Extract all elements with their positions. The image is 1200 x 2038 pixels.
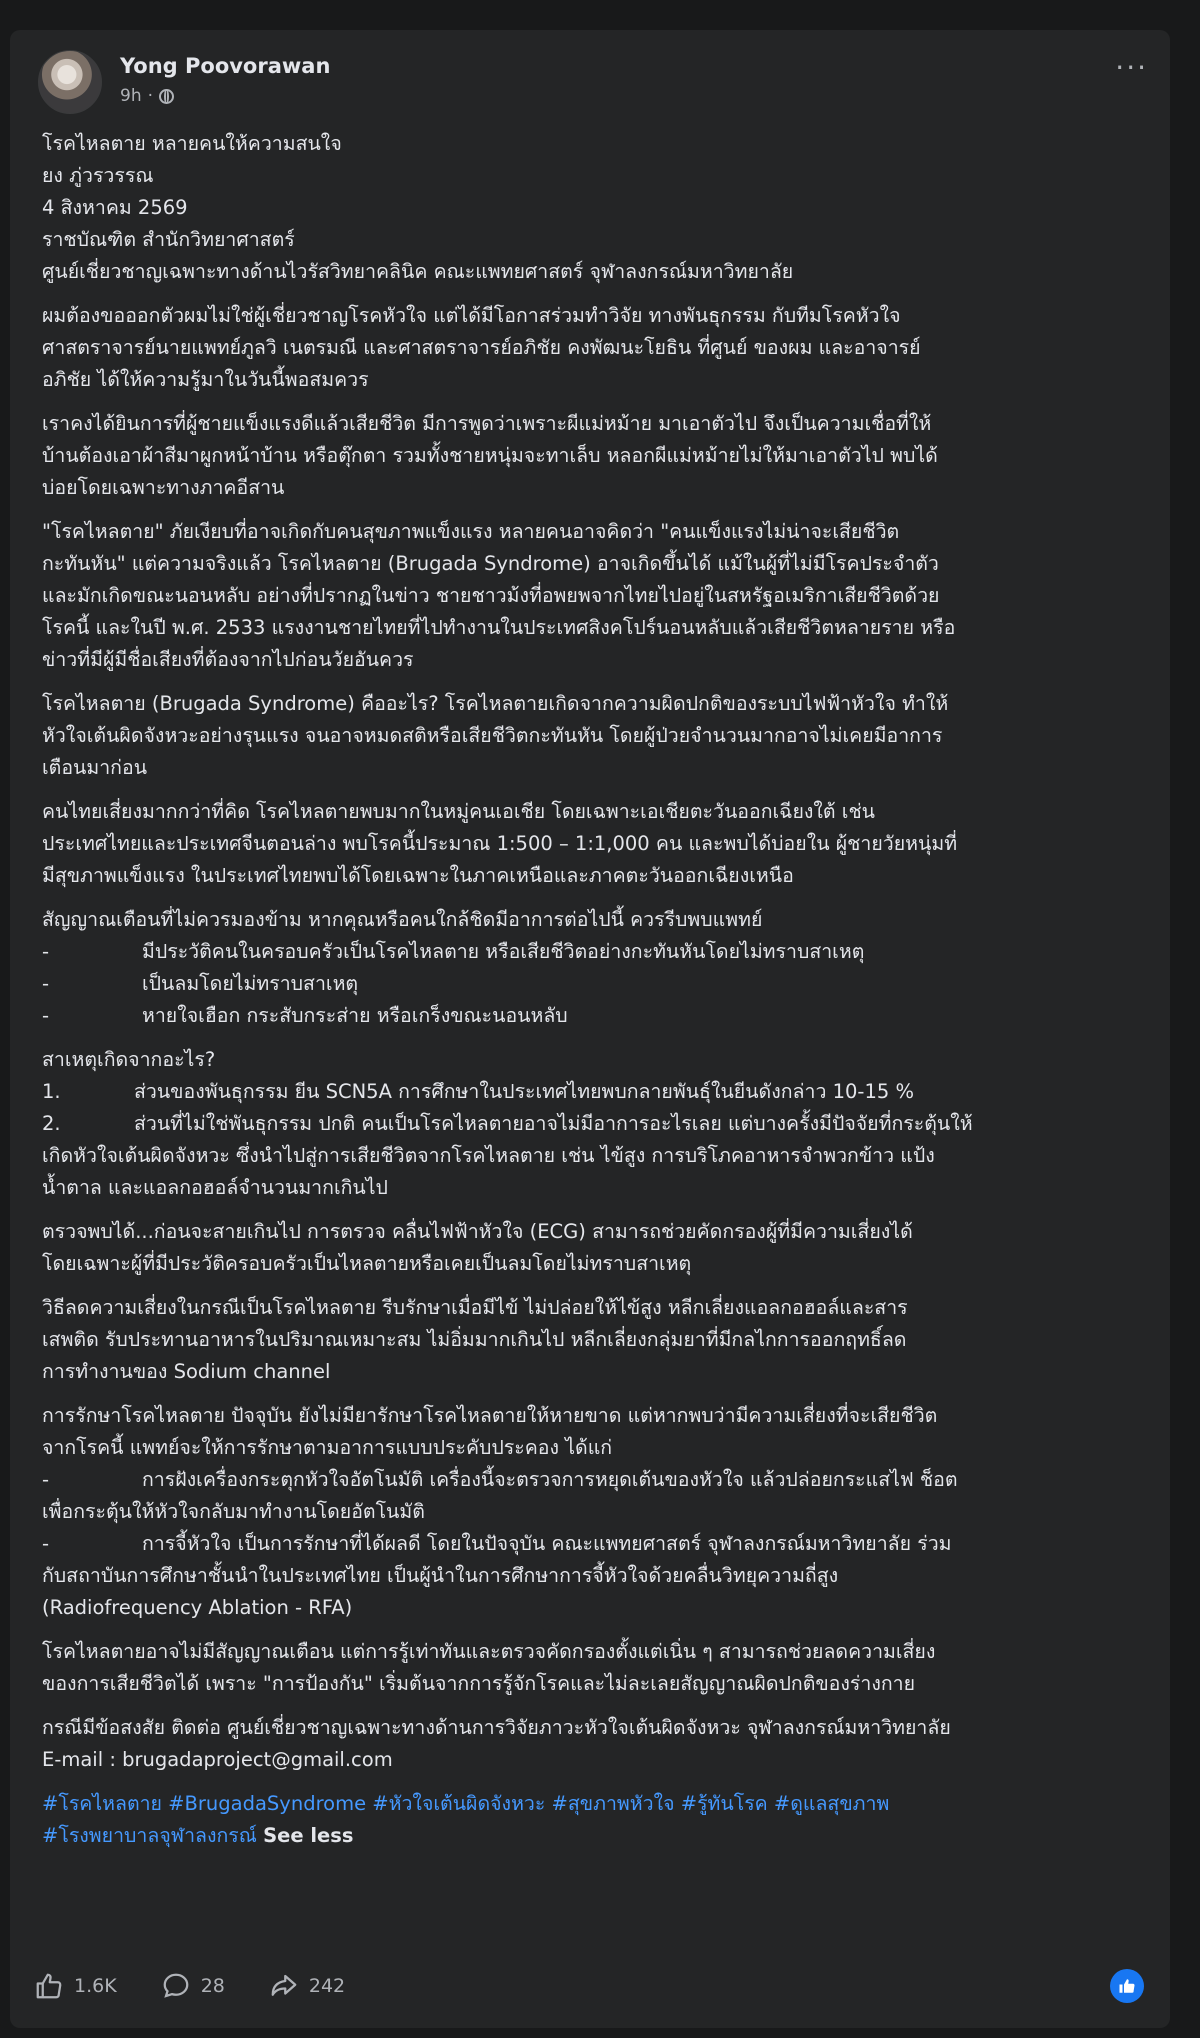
warning-signs-block xyxy=(42,904,1152,1032)
text-line: การทำงานของ Sodium channel xyxy=(42,1360,331,1383)
comment-button[interactable] xyxy=(161,1971,225,2001)
paragraph xyxy=(42,1636,1152,1700)
text-line: บ้านต้องเอาผ้าสีมาผูกหน้าบ้าน หรือตุ๊กตา รวมทั้งชายหนุ่มจะทาเล็บ หลอกผีแม่หม้ายไม่ให้มาเอาตัวไป พบได้ xyxy=(42,444,938,467)
avatar[interactable] xyxy=(38,50,102,114)
hashtags-block xyxy=(42,1788,1152,1852)
paragraph xyxy=(42,516,1152,676)
text-line: กะทันหัน" แต่ความจริงแล้ว โรคไหลตาย (Brugada Syndrome) อาจเกิดขึ้นได้ แม้ในผู้ที่ไม่มีโรคประจำตัว xyxy=(42,552,939,575)
text-line: ประเทศไทยและประเทศจีนตอนล่าง พบโรคนี้ประมาณ 1:500 – 1:1,000 คน และพบได้บ่อยใน ผู้ชายวัยหนุ่มที่ xyxy=(42,832,958,855)
text-line: อภิชัย ได้ให้ความรู้มาในวันนี้พอสมควร xyxy=(42,368,369,391)
email-line: E-mail : brugadaproject@gmail.com xyxy=(42,1748,393,1771)
text-line: ของการเสียชีวิตได้ เพราะ "การป้องกัน" เริ่มต้นจากการรู้จักโรคและไม่ละเลยสัญญาณผิดปกติของร่างกาย xyxy=(42,1672,916,1695)
text-line: เตือนมาก่อน xyxy=(42,756,148,779)
text-line: ตรวจพบได้...ก่อนจะสายเกินไป การตรวจ คลื่นไฟฟ้าหัวใจ (ECG) สามารถช่วยคัดกรองผู้ที่มีความเสี่ยงได้ xyxy=(42,1220,913,1243)
author-name[interactable]: Yong Poovorawan xyxy=(120,54,331,78)
paragraph xyxy=(42,408,1152,504)
list-item: - การฝังเครื่องกระตุกหัวใจอัตโนมัติ เครื่องนี้จะตรวจการหยุดเต้นของหัวใจ แล้วปล่อยกระแสไฟ ช็อต xyxy=(42,1468,958,1491)
text-line: หัวใจเต้นผิดจังหวะอย่างรุนแรง จนอาจหมดสติหรือเสียชีวิตกะทันหัน โดยผู้ป่วยจำนวนมากอาจไม่เคยมีอาการ xyxy=(42,724,943,747)
text-line: เสพติด รับประทานอาหารในปริมาณเหมาะสม ไม่อิ่มมากเกินไป หลีกเลี่ยงกลุ่มยาที่มีกลไกการออกฤทธิ์ลด xyxy=(42,1328,907,1351)
text-line: กรณีมีข้อสงสัย ติดต่อ ศูนย์เชี่ยวชาญเฉพาะทางด้านการวิจัยภาวะหัวใจเต้นผิดจังหวะ จุฬาลงกรณ์มหาวิทยาลัย xyxy=(42,1716,951,1739)
paragraph xyxy=(42,1216,1152,1280)
post-heading-block xyxy=(42,128,1152,288)
text-line: โรคไหลตายอาจไม่มีสัญญาณเตือน แต่การรู้เท่าทันและตรวจคัดกรองตั้งแต่เนิ่น ๆ สามารถช่วยลดความเสี่ยง xyxy=(42,1640,936,1663)
post-card xyxy=(10,30,1170,2028)
text-line: น้ำตาล และแอลกอฮอล์จำนวนมากเกินไป xyxy=(42,1176,388,1199)
share-count: 242 xyxy=(308,1975,346,1997)
post-meta: 9h · xyxy=(120,86,174,106)
text-line: ข่าวที่มีผู้มีชื่อเสียงที่ต้องจากไปก่อนวัยอันควร xyxy=(42,648,414,671)
text-line: สัญญาณเตือนที่ไม่ควรมองข้าม หากคุณหรือคนใกล้ชิดมีอาการต่อไปนี้ ควรรีบพบแพทย์ xyxy=(42,908,763,931)
list-item: - เป็นลมโดยไม่ทราบสาเหตุ xyxy=(42,972,359,995)
list-item: 1. ส่วนของพันธุกรรม ยีน SCN5A การศึกษาในประเทศไทยพบกลายพันธุ์ในยีนดังกล่าว 10-15 % xyxy=(42,1080,914,1103)
text-line: เราคงได้ยินการที่ผู้ชายแข็งแรงดีแล้วเสียชีวิต มีการพูดว่าเพราะผีแม่หม้าย มาเอาตัวไป จึงเป็นความเชื่อที่ให้ xyxy=(42,412,932,435)
paragraph xyxy=(42,688,1152,784)
hashtag-link[interactable]: #โรงพยาบาลจุฬาลงกรณ์ xyxy=(42,1824,257,1847)
thumbs-up-icon xyxy=(34,1971,64,2001)
text-line: การรักษาโรคไหลตาย ปัจจุบัน ยังไม่มียารักษาโรคไหลตายให้หายขาด แต่หากพบว่ามีความเสี่ยงที่จะเสียชีวิต xyxy=(42,1404,938,1427)
hashtag-links[interactable]: #โรคไหลตาย #BrugadaSyndrome #หัวใจเต้นผิดจังหวะ #สุขภาพหัวใจ #รู้ทันโรค #ดูแลสุขภาพ xyxy=(42,1792,890,1815)
globe-icon xyxy=(159,89,174,104)
post-title: โรคไหลตาย หลายคนให้ความสนใจ xyxy=(42,132,342,155)
text-line: ศาสตราจารย์นายแพทย์ภูลวิ เนตรมณี และศาสตราจารย์อภิชัย คงพัฒนะโยธิน ที่ศูนย์ ของผม และอาจารย์ xyxy=(42,336,921,359)
text-line: ผมต้องขอออกตัวผมไม่ใช่ผู้เชี่ยวชาญโรคหัวใจ แต่ได้มีโอกาสร่วมทำวิจัย ทางพันธุกรรม กับทีมโรคหัวใจ xyxy=(42,304,901,327)
share-arrow-icon xyxy=(269,1971,299,2001)
list-item: - มีประวัติคนในครอบครัวเป็นโรคไหลตาย หรือเสียชีวิตอย่างกะทันหันโดยไม่ทราบสาเหตุ xyxy=(42,940,865,963)
post-center-line: ศูนย์เชี่ยวชาญเฉพาะทางด้านไวรัสวิทยาคลินิค คณะแพทยศาสตร์ จุฬาลงกรณ์มหาวิทยาลัย xyxy=(42,260,794,283)
causes-block xyxy=(42,1044,1152,1204)
post-footer xyxy=(34,1963,1154,2009)
post-date-line: 4 สิงหาคม 2569 xyxy=(42,196,188,219)
text-line: โดยเฉพาะผู้ที่มีประวัติครอบครัวเป็นไหลตายหรือเคยเป็นลมโดยไม่ทราบสาเหตุ xyxy=(42,1252,692,1275)
like-reaction-icon[interactable] xyxy=(1110,1969,1144,2003)
text-line: เพื่อกระตุ้นให้หัวใจกลับมาทำงานโดยอัตโนมัติ xyxy=(42,1500,425,1523)
text-line: โรคไหลตาย (Brugada Syndrome) คืออะไร? โรคไหลตายเกิดจากความผิดปกติของระบบไฟฟ้าหัวใจ ทำให้ xyxy=(42,692,949,715)
text-line: สาเหตุเกิดจากอะไร? xyxy=(42,1048,216,1071)
contact-block xyxy=(42,1712,1152,1776)
text-line: โรคนี้ และในปี พ.ศ. 2533 แรงงานชายไทยที่ไปทำงานในประเทศสิงคโปร์นอนหลับแล้วเสียชีวิตหลายราย หรือ xyxy=(42,616,956,639)
text-line: เกิดหัวใจเต้นผิดจังหวะ ซึ่งนำไปสู่การเสียชีวิตจากโรคไหลตาย เช่น ไข้สูง การบริโภคอาหารจำพวกข้าว แป้ง xyxy=(42,1144,935,1167)
post-author-line: ยง ภู่วรวรรณ xyxy=(42,164,154,187)
list-item: - การจี้หัวใจ เป็นการรักษาที่ได้ผลดี โดยในปัจจุบัน คณะแพทยศาสตร์ จุฬาลงกรณ์มหาวิทยาลัย ร่วม xyxy=(42,1532,952,1555)
text-line: คนไทยเสี่ยงมากกว่าที่คิด โรคไหลตายพบมากในหมู่คนเอเชีย โดยเฉพาะเอเชียตะวันออกเฉียงใต้ เช่น xyxy=(42,800,876,823)
treatment-block xyxy=(42,1400,1152,1624)
post-time[interactable]: 9h xyxy=(120,86,142,106)
text-line: จากโรคนี้ แพทย์จะให้การรักษาตามอาการแบบประคับประคอง ได้แก่ xyxy=(42,1436,613,1459)
more-options-button[interactable]: ··· xyxy=(1115,51,1148,84)
text-line: "โรคไหลตาย" ภัยเงียบที่อาจเกิดกับคนสุขภาพแข็งแรง หลายคนอาจคิดว่า "คนแข็งแรงไม่น่าจะเสียชีวิต xyxy=(42,520,900,543)
text-line: (Radiofrequency Ablation - RFA) xyxy=(42,1596,353,1619)
paragraph xyxy=(42,300,1152,396)
list-item: 2. ส่วนที่ไม่ใช่พันธุกรรม ปกติ คนเป็นโรคไหลตายอาจไม่มีอาการอะไรเลย แต่บางครั้งมีปัจจัยที่กระตุ้นให้ xyxy=(42,1112,973,1135)
post-affiliation-line: ราชบัณฑิต สำนักวิทยาศาสตร์ xyxy=(42,228,295,251)
paragraph xyxy=(42,796,1152,892)
see-less-button[interactable]: See less xyxy=(263,1824,354,1847)
comment-bubble-icon xyxy=(161,1971,191,2001)
post-header xyxy=(38,50,1148,120)
text-line: และมักเกิดขณะนอนหลับ อย่างที่ปรากฏในข่าว ชายชาวม้งที่อพยพจากไทยไปอยู่ในสหรัฐอเมริกาเสียชีวิตด้วย xyxy=(42,584,940,607)
post-body xyxy=(42,128,1152,1864)
like-count: 1.6K xyxy=(74,1975,117,1997)
comment-count: 28 xyxy=(200,1975,225,1997)
like-button[interactable] xyxy=(34,1971,117,2001)
list-item: - หายใจเฮือก กระสับกระส่าย หรือเกร็งขณะนอนหลับ xyxy=(42,1004,568,1027)
paragraph xyxy=(42,1292,1152,1388)
text-line: กับสถาบันการศึกษาชั้นนำในประเทศไทย เป็นผู้นำในการศึกษาการจี้หัวใจด้วยคลื่นวิทยุความถี่สูง xyxy=(42,1564,839,1587)
text-line: บ่อยโดยเฉพาะทางภาคอีสาน xyxy=(42,476,285,499)
share-button[interactable] xyxy=(269,1971,345,2001)
text-line: มีสุขภาพแข็งแรง ในประเทศไทยพบได้โดยเฉพาะในภาคเหนือและภาคตะวันออกเฉียงเหนือ xyxy=(42,864,794,887)
text-line: วิธีลดความเสี่ยงในกรณีเป็นโรคไหลตาย รีบรักษาเมื่อมีไข้ ไม่ปล่อยให้ไข้สูง หลีกเลี่ยงแอลกอฮอล์และสาร xyxy=(42,1296,908,1319)
